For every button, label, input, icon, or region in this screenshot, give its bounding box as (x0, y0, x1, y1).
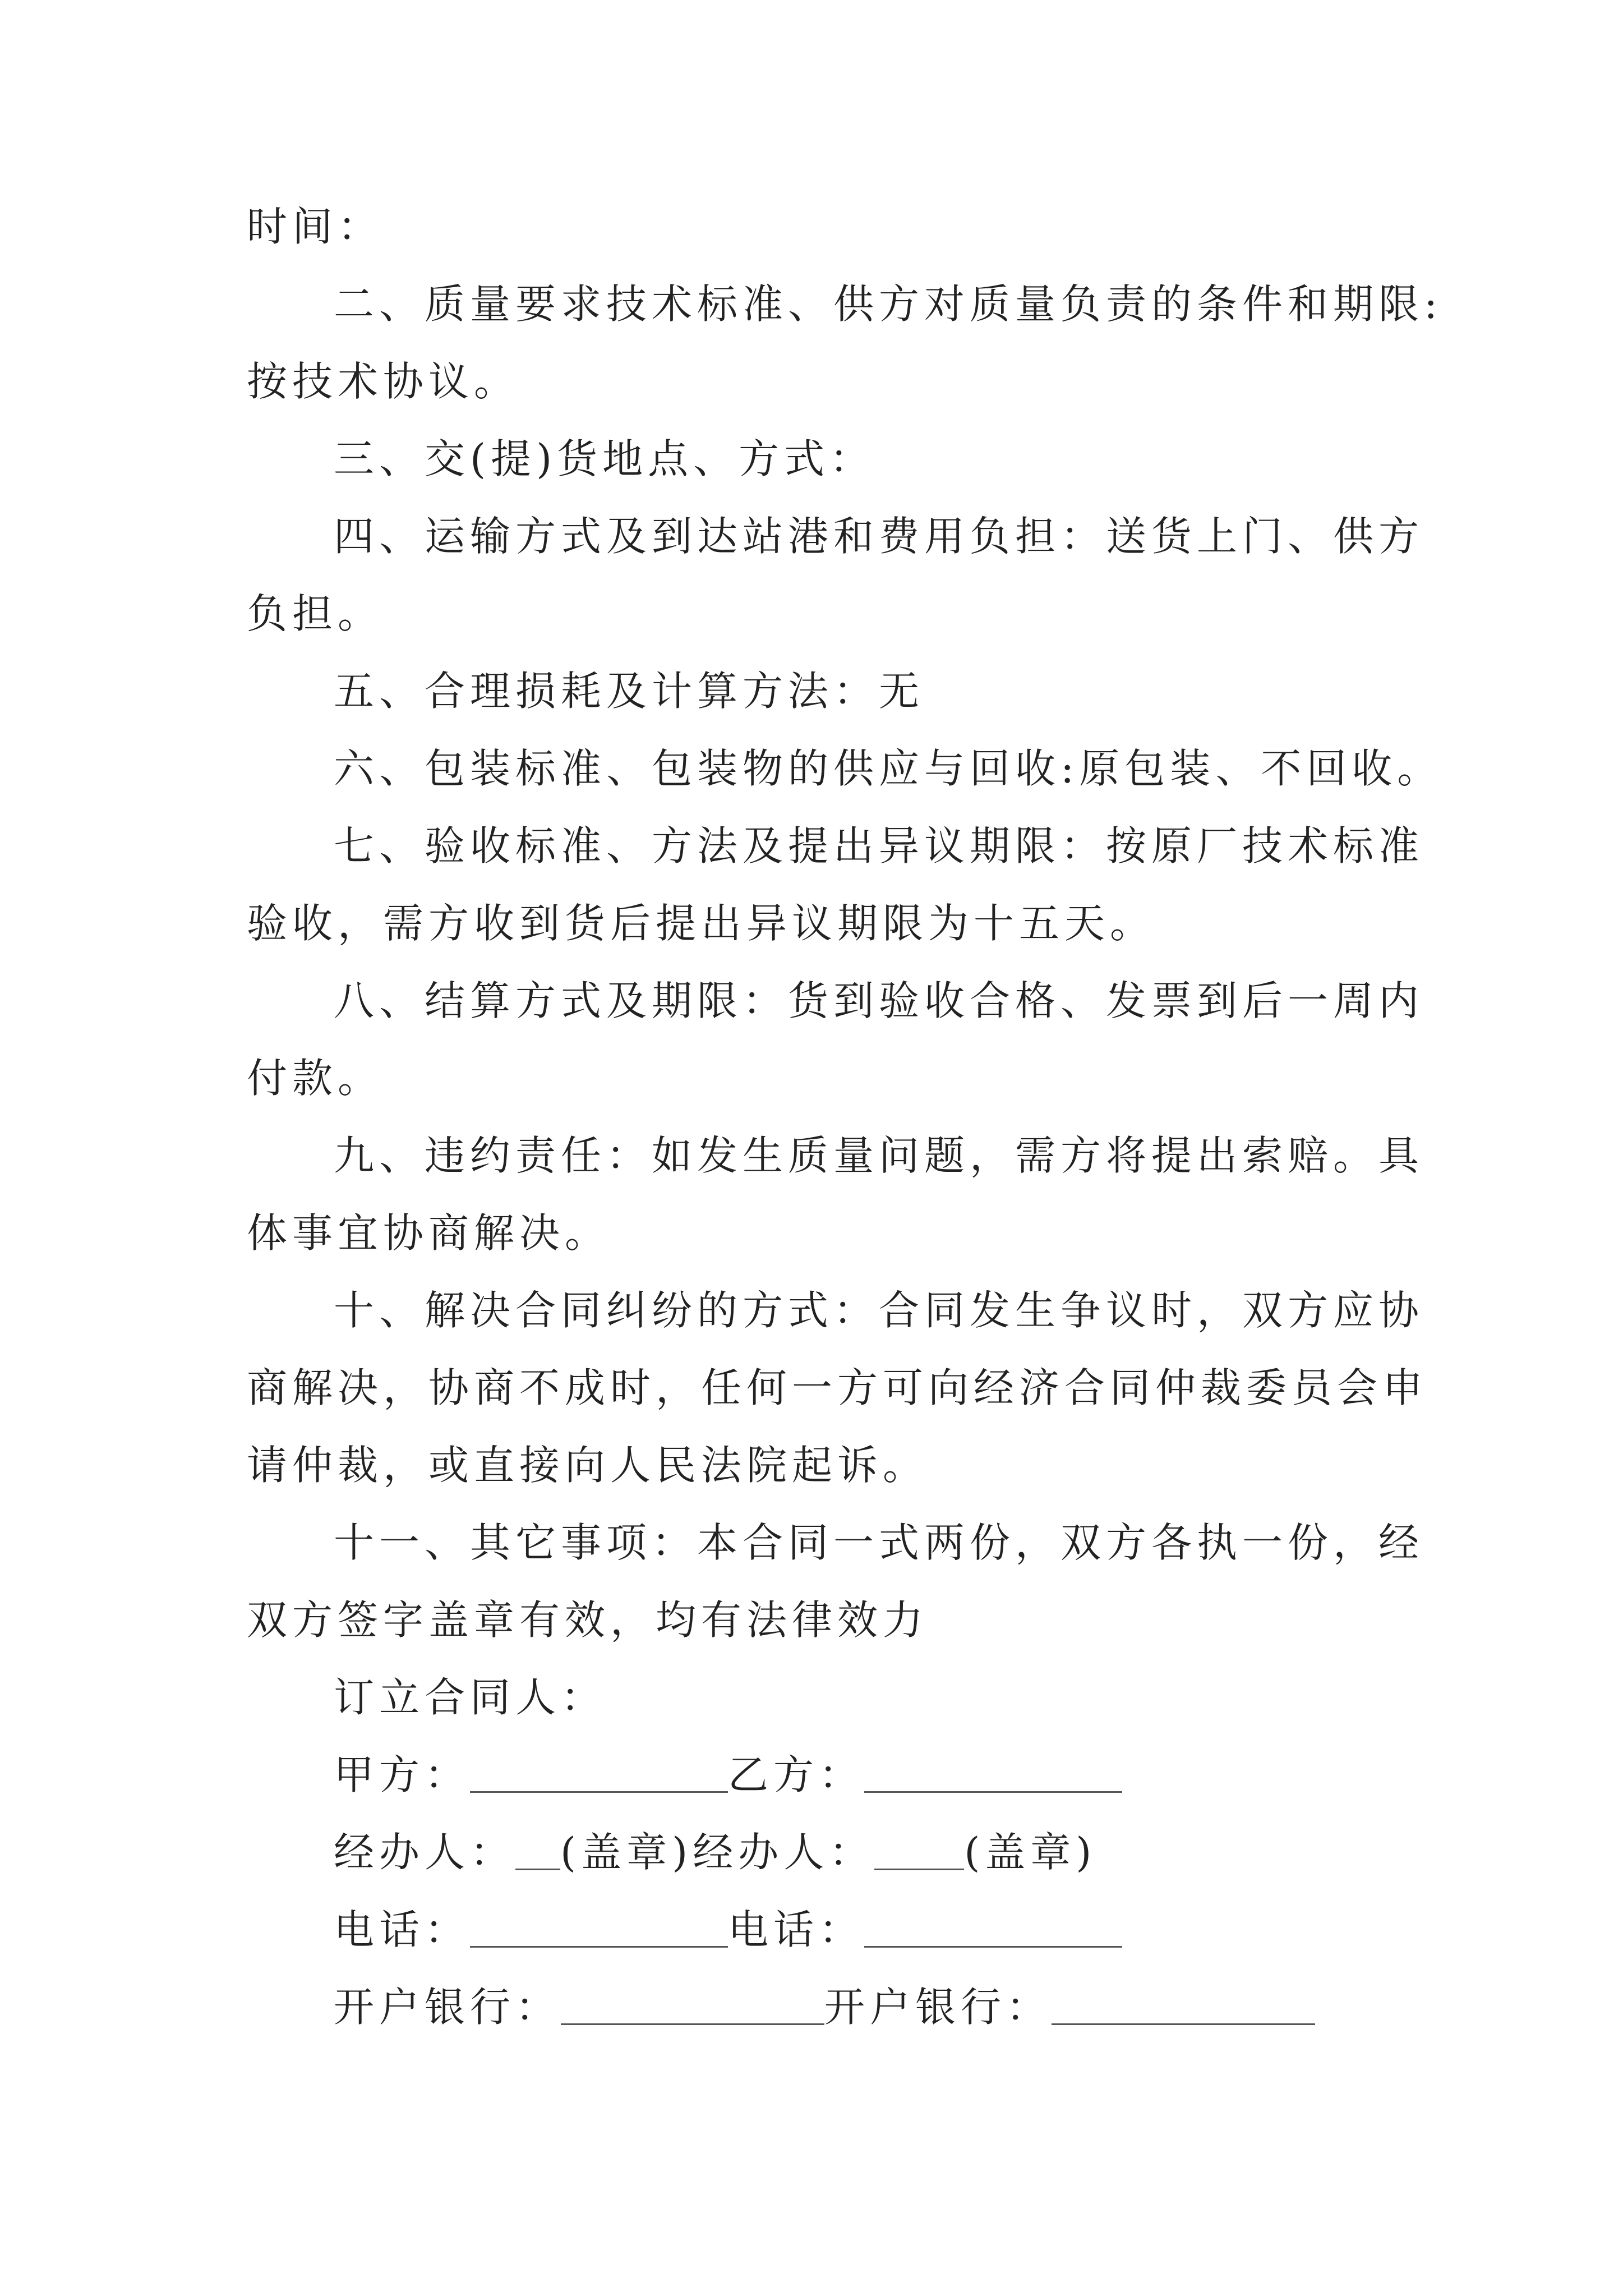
bank-a-blank[interactable] (561, 1990, 824, 2025)
agent-row (334, 1829, 1097, 1876)
bank-b-blank[interactable] (1052, 1990, 1315, 2025)
phone-b-blank[interactable] (864, 1912, 1122, 1948)
paragraph-line: 时间： (247, 203, 384, 250)
party-b-label: 乙方： (728, 1751, 865, 1798)
bank-row (334, 1984, 1315, 2031)
party-a-blank[interactable] (470, 1757, 728, 1793)
clause-4-line: 四、运输方式及到达站港和费用负担：送货上门、供方 (334, 513, 1424, 560)
party-row (334, 1751, 1122, 1798)
agent-a-label: 经办人： (334, 1829, 516, 1876)
clause-2-continuation: 按技术协议。 (247, 358, 520, 405)
clause-4-continuation: 负担。 (247, 590, 384, 637)
clause-9-continuation: 体事宜协商解决。 (247, 1209, 611, 1257)
phone-b-label: 电话： (728, 1906, 865, 1953)
bank-a-label: 开户银行： (334, 1984, 561, 2031)
clause-6-line: 六、包装标准、包装物的供应与回收:原包装、不回收。 (334, 745, 1443, 792)
clause-3-line: 三、交(提)货地点、方式： (334, 435, 875, 482)
party-a-label: 甲方： (334, 1751, 471, 1798)
clause-5-line: 五、合理损耗及计算方法：无 (334, 668, 925, 715)
phone-a-label: 电话： (334, 1906, 471, 1953)
clause-8-continuation: 付款。 (247, 1055, 384, 1102)
clause-10-continuation-2: 请仲裁，或直接向人民法院起诉。 (247, 1442, 929, 1489)
clause-7-line: 七、验收标准、方法及提出异议期限：按原厂技术标准 (334, 822, 1424, 869)
clause-10-line: 十、解决合同纠纷的方式：合同发生争议时，双方应协 (334, 1287, 1424, 1334)
agent-b-blank[interactable] (874, 1835, 964, 1870)
clause-9-line: 九、违约责任：如发生质量问题，需方将提出索赔。具 (334, 1132, 1424, 1179)
clause-10-continuation-1: 商解决，协商不成时，任何一方可向经济合同仲裁委员会申 (247, 1364, 1428, 1411)
clause-8-line: 八、结算方式及期限：货到验收合格、发票到后一周内 (334, 977, 1424, 1024)
clause-2-line: 二、质量要求技术标准、供方对质量负责的条件和期限: (334, 280, 1443, 328)
seal-b-label: (盖章) (964, 1829, 1097, 1876)
clause-11-line: 十一、其它事项：本合同一式两份，双方各执一份，经 (334, 1519, 1424, 1566)
agent-b-label: 经办人： (693, 1829, 875, 1876)
seal-a-label: (盖章) (560, 1829, 693, 1876)
clause-11-continuation: 双方签字盖章有效，均有法律效力 (247, 1596, 929, 1644)
bank-b-label: 开户银行： (824, 1984, 1052, 2031)
agent-a-blank[interactable] (515, 1835, 560, 1870)
signatory-heading: 订立合同人： (334, 1674, 607, 1721)
party-b-blank[interactable] (864, 1757, 1122, 1793)
phone-row (334, 1906, 1122, 1953)
clause-7-continuation: 验收，需方收到货后提出异议期限为十五天。 (247, 900, 1156, 947)
phone-a-blank[interactable] (470, 1912, 728, 1948)
